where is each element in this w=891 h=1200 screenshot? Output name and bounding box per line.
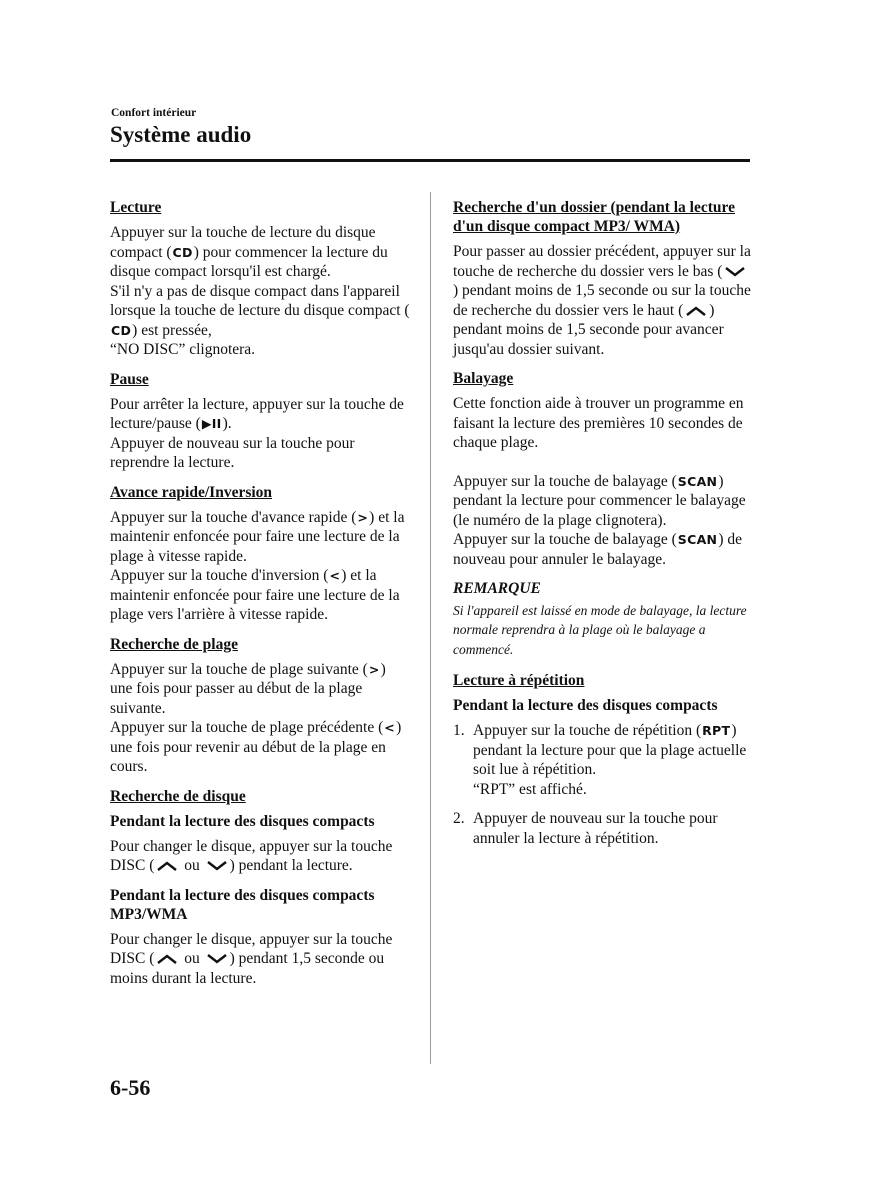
text: ) est pressée,	[132, 321, 212, 339]
cd-button-icon: CD	[111, 322, 132, 338]
paragraph	[110, 395, 410, 434]
section-heading-lecture: Lecture	[110, 199, 162, 216]
cd-button-icon: CD	[172, 244, 193, 260]
section-heading-disque: Recherche de disque	[110, 787, 246, 805]
breadcrumb: Confort intérieur	[111, 107, 197, 119]
text: Appuyer sur la touche de balayage (	[453, 531, 677, 548]
steps-list	[453, 721, 753, 848]
text: ou	[184, 950, 200, 967]
subheading: Pendant la lecture des disques compacts	[453, 697, 718, 714]
text: ) pendant la lecture.	[229, 857, 353, 874]
right-column	[453, 198, 753, 858]
section-balayage	[453, 369, 753, 659]
text: ) pour commencer la lecture du disque compact lorsqu'il est chargé.	[110, 243, 388, 280]
chevron-up-icon	[156, 953, 178, 965]
chevron-down-icon	[724, 266, 746, 278]
text: Appuyer sur la touche de balayage (	[453, 472, 677, 490]
step-text	[473, 721, 753, 799]
text: ) et la maintenir enfoncée pour faire une lecture de la plage vers l'arrière à vitesse rapide.	[110, 567, 400, 623]
step-number: 1.	[453, 722, 465, 739]
header-rule	[110, 159, 750, 162]
text: ) pendant 1,5 seconde ou moins durant la lecture.	[110, 950, 385, 987]
text: Appuyer sur la touche de répétition (	[473, 722, 702, 739]
text: Pour arrêter la lecture, appuyer sur la touche de lecture/pause (	[110, 395, 404, 432]
section-heading-pause: Pause	[110, 370, 149, 388]
list-item	[453, 809, 753, 848]
paragraph	[453, 530, 753, 569]
paragraph	[110, 660, 410, 719]
text: ) pendant la lecture pour que la plage actuelle soit lue à répétition.	[473, 722, 747, 778]
text: Appuyer sur la touche d'avance rapide (	[110, 508, 357, 526]
text: Pour passer au dossier précédent, appuyer sur la touche de recherche du dossier vers le bas (	[453, 243, 751, 280]
reverse-icon: <	[329, 568, 341, 583]
section-recherche-disque	[110, 787, 410, 989]
spacer	[453, 453, 753, 472]
list-item	[453, 721, 753, 799]
paragraph	[110, 282, 410, 341]
text: Pour changer le disque, appuyer sur la touche DISC (	[110, 837, 393, 874]
page-number: 6-56	[110, 1075, 151, 1100]
text: Appuyer sur la touche de lecture du disque compact (	[110, 224, 376, 261]
section-pause	[110, 370, 410, 473]
text: ) pendant moins de 1,5 seconde pour avancer jusqu'au dossier suivant.	[453, 301, 724, 358]
step-text: Appuyer de nouveau sur la touche pour annuler la lecture à répétition.	[473, 810, 718, 847]
chevron-down-icon	[206, 860, 228, 872]
section-recherche-dossier	[453, 198, 753, 359]
rpt-button-icon: RPT	[702, 723, 731, 738]
text: ) pendant moins de 1,5 seconde ou sur la touche de recherche du dossier vers le haut (	[453, 282, 751, 319]
paragraph	[110, 223, 410, 282]
section-heading-balayage: Balayage	[453, 370, 514, 387]
column-divider	[430, 192, 431, 1064]
paragraph	[110, 508, 410, 567]
scan-button-icon: SCAN	[677, 473, 718, 489]
section-heading-avance: Avance rapide/Inversion	[110, 483, 273, 501]
text: S'il n'y a pas de disque compact dans l'appareil lorsque la touche de lecture du disque compact (	[110, 282, 410, 319]
section-lecture	[110, 198, 410, 360]
section-avance-rapide	[110, 483, 410, 625]
text: Appuyer sur la touche de plage précédente (	[110, 719, 384, 736]
chevron-down-icon	[206, 953, 228, 965]
note-text: Si l'appareil est laissé en mode de balayage, la lecture normale reprendra à la plage où le balayage a commencé.	[453, 602, 747, 657]
paragraph	[453, 472, 753, 531]
paragraph	[110, 837, 410, 876]
text: ) pendant la lecture pour commencer le balayage (le numéro de la plage clignotera).	[453, 472, 746, 529]
paragraph: Appuyer de nouveau sur la touche pour reprendre la lecture.	[110, 434, 355, 471]
text: Appuyer sur la touche d'inversion (	[110, 567, 329, 584]
next-track-icon: >	[368, 661, 380, 677]
text: ).	[222, 415, 232, 432]
chevron-up-icon	[156, 860, 178, 872]
text: ou	[184, 857, 200, 874]
section-heading-repetition: Lecture à répétition	[453, 672, 585, 689]
paragraph: Cette fonction aide à trouver un programme en faisant la lecture des premières 10 secondes de chaque plage.	[453, 395, 744, 451]
note-title: REMARQUE	[453, 580, 541, 597]
text: Pour changer le disque, appuyer sur la touche DISC (	[110, 930, 393, 967]
subheading: Pendant la lecture des disques compacts MP3/WMA	[110, 886, 375, 923]
paragraph	[453, 242, 753, 359]
paragraph: “NO DISC” clignotera.	[110, 341, 256, 358]
section-heading-dossier: Recherche d'un dossier (pendant la lecture d'un disque compact MP3/ WMA)	[453, 199, 736, 235]
left-column	[110, 198, 410, 988]
section-lecture-repetition	[453, 671, 753, 848]
paragraph	[110, 566, 410, 625]
text: ) et la maintenir enfoncée pour faire une lecture de la plage à vitesse rapide.	[110, 508, 405, 565]
play-pause-icon: ▶II	[201, 416, 222, 431]
section-recherche-plage	[110, 635, 410, 777]
step-number: 2.	[453, 810, 465, 827]
previous-track-icon: <	[384, 720, 396, 735]
scan-button-icon: SCAN	[677, 532, 718, 547]
page-title: Système audio	[110, 122, 252, 147]
subheading: Pendant la lecture des disques compacts	[110, 812, 375, 830]
paragraph	[110, 718, 410, 777]
paragraph	[110, 930, 410, 989]
text: ) une fois pour revenir au début de la plage en cours.	[110, 719, 402, 775]
section-heading-plage: Recherche de plage	[110, 635, 238, 653]
text: “RPT” est affiché.	[473, 780, 587, 798]
chevron-up-icon	[685, 305, 707, 317]
text: ) de nouveau pour annuler le balayage.	[453, 531, 742, 568]
fast-forward-icon: >	[357, 509, 369, 525]
text: Appuyer sur la touche de plage suivante (	[110, 660, 368, 678]
text: ) une fois pour passer au début de la plage suivante.	[110, 660, 386, 717]
